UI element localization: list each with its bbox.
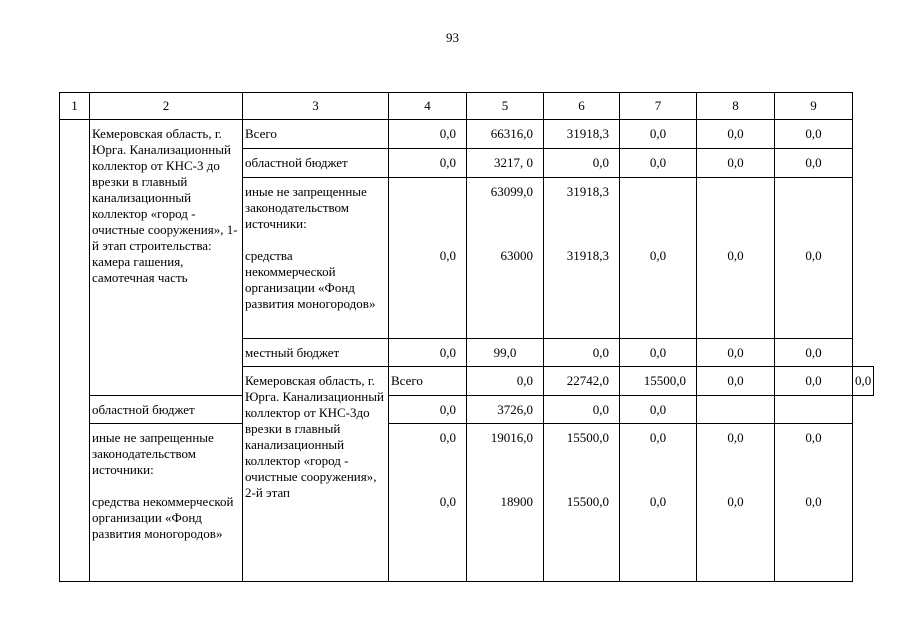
header-cell: 7 [620,93,697,120]
value-cell: 0,0 [727,494,744,509]
value-cell: 31918,3 [566,184,609,199]
empty-cell [775,396,853,424]
value-cell: 3217, 0 [467,149,544,178]
table-row [60,424,874,582]
value-cell: 0,0 [775,367,853,396]
value-cell: 0,0 [697,367,775,396]
header-cell: 5 [467,93,544,120]
source-label: иные не запрещенные законодательством источники: [92,430,214,477]
source-label: средства некоммерческой организации «Фонд развития моногородов» [92,494,234,541]
value-cell: 0,0 [697,178,775,339]
header-cell: 1 [60,93,90,120]
value-cell: 0,0 [649,430,667,445]
empty-cell [697,396,775,424]
value-cell: 0,0 [389,396,467,424]
object-name-cell: Кемеровская область, г. Юрга. Канализационный коллектор от КНС-3 до врезки в главный канализационный коллектор «город - очистные сооружения», 1-й этап строительства: камера гашения, самотечная часть [90,120,243,396]
value-cell: 0,0 [389,149,467,178]
header-cell: 4 [389,93,467,120]
value-cell-group [544,178,620,339]
source-label: иные не запрещенные законодательством источники: [245,184,367,231]
value-cell: 31918,3 [566,248,609,263]
value-cell: 0,0 [439,494,456,509]
source-label-group [243,178,389,339]
value-cell: 0,0 [697,339,775,367]
value-cell: 0,0 [775,149,853,178]
value-cell-group [467,178,544,339]
value-cell: 19016,0 [490,430,533,445]
value-cell: 63099,0 [490,184,533,199]
value-cell: 22742,0 [544,367,620,396]
header-cell: 6 [544,93,620,120]
value-cell: 0,0 [544,339,620,367]
header-row [60,93,874,120]
page-number: 93 [446,30,459,45]
value-cell: 0,0 [389,339,467,367]
header-cell: 8 [697,93,775,120]
value-cell: 15500,0 [566,494,609,509]
value-cell: 0,0 [544,149,620,178]
value-cell: 0,0 [775,120,853,149]
value-cell: 0,0 [544,396,620,424]
source-label: Всего [389,367,467,396]
value-cell: 66316,0 [467,120,544,149]
source-label: средства некоммерческой организации «Фонд развития моногородов» [245,248,376,311]
value-cell: 0,0 [697,149,775,178]
table-row [60,120,874,149]
value-cell: 0,0 [697,120,775,149]
value-cell: 0,0 [727,430,744,445]
source-label: Всего [243,120,389,149]
value-cell: 0,0 [620,178,697,339]
value-cell-group [775,424,853,582]
source-label-group [90,424,243,582]
value-cell: 0,0 [389,120,467,149]
value-cell: 63000 [500,248,533,263]
source-label: местный бюджет [243,339,389,367]
value-cell: 0,0 [620,396,697,424]
value-cell: 0,0 [467,367,544,396]
row-number-cell [60,120,90,582]
value-cell: 0,0 [805,430,822,445]
object-name-cell: Кемеровская область, г. Юрга. Канализационный коллектор от КНС-3до врезки в главный канализационный коллектор «город - очистные сооружения», 2-й этап [243,367,389,582]
value-cell: 0,0 [775,339,853,367]
value-cell: 0,0 [805,494,822,509]
source-label: областной бюджет [90,396,243,424]
financing-table [59,92,874,582]
value-cell: 18900 [500,494,533,509]
value-cell: 15500,0 [566,430,609,445]
source-label: областной бюджет [243,149,389,178]
value-cell-group [620,424,697,582]
header-cell: 3 [243,93,389,120]
value-cell-group [389,424,467,582]
value-cell: 15500,0 [620,367,697,396]
value-cell: 0,0 [439,430,456,445]
value-cell-group [544,424,620,582]
value-cell: 3726,0 [467,396,544,424]
value-cell: 0,0 [649,494,667,509]
value-cell: 0,0 [620,120,697,149]
header-cell: 9 [775,93,853,120]
value-cell: 0,0 [620,339,697,367]
value-cell: 0,0 [853,367,874,396]
table-row [60,396,874,424]
value-cell-group [697,424,775,582]
value-cell: 0,0 [620,149,697,178]
value-cell: 0,0 [775,178,853,339]
header-cell: 2 [90,93,243,120]
value-cell-group [467,424,544,582]
value-cell: 0,0 [389,178,467,339]
value-cell: 31918,3 [544,120,620,149]
value-cell: 99,0 [467,339,544,367]
